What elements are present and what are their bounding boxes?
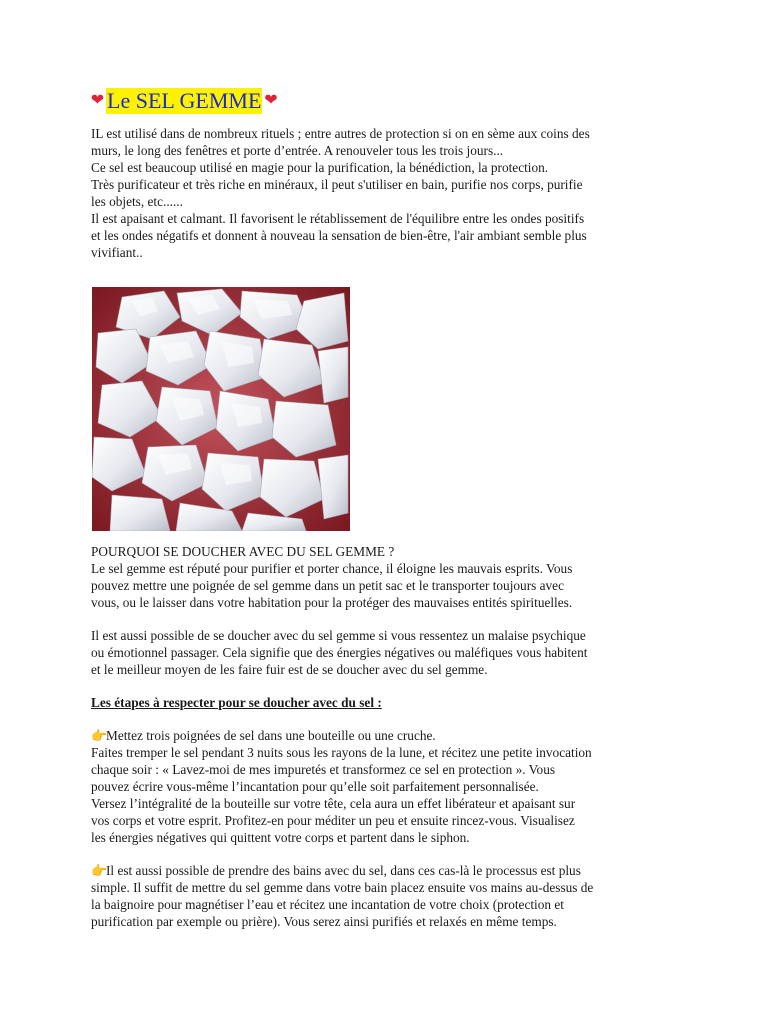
- text-line: murs, le long des fenêtres et porte d’entrée. A renouveler tous les trois jours...: [91, 143, 504, 158]
- step-text: Il est aussi possible de prendre des bains avec du sel, dans ces cas-là le processus est plus: [106, 863, 581, 878]
- text-line: vous, ou le laisser dans votre habitation pour la protéger des mauvaises entités spirituelles.: [91, 595, 573, 610]
- heart-icon-right: ❤: [264, 92, 278, 109]
- text-line: Versez l’intégralité de la bouteille sur votre tête, cela aura un effet libérateur et apaisant sur: [91, 796, 576, 811]
- text-line: et le meilleur moyen de les faire fuir est de se doucher avec du sel gemme.: [91, 662, 488, 677]
- pointing-hand-icon: 👉: [91, 863, 108, 878]
- page-title: [89, 86, 279, 116]
- text-line: [91, 862, 711, 879]
- text-line: les objets, etc......: [91, 194, 183, 209]
- text-line: Faites tremper le sel pendant 3 nuits sous les rayons de la lune, et récitez une petite invocation: [91, 745, 592, 760]
- steps-heading: Les étapes à respecter pour se doucher avec du sel :: [91, 695, 382, 710]
- salt-crystals-photo: [92, 287, 350, 531]
- title-text: Le SEL GEMME: [107, 88, 262, 113]
- text-line: vos corps et votre esprit. Profitez-en pour méditer un peu et ensuite rincez-vous. Visualisez: [91, 813, 575, 828]
- text-line: et les ondes négatifs et donnent à nouveau la sensation de bien-être, l'air ambiant semble plus: [91, 228, 587, 243]
- text-line: Très purificateur et très riche en minéraux, il peut s'utiliser en bain, purifie nos corps, purifie: [91, 177, 583, 192]
- why-section: [91, 543, 711, 611]
- steps-paragraph-2: [91, 862, 711, 930]
- text-line: pouvez écrire vous-même l’incantation pour qu’elle soit parfaitement personnalisée.: [91, 779, 539, 794]
- text-line: les énergies négatives qui quittent votre corps et partent dans le siphon.: [91, 830, 470, 845]
- text-line: Ce sel est beaucoup utilisé en magie pour la purification, la bénédiction, la protection.: [91, 160, 549, 175]
- text-line: pouvez mettre une poignée de sel gemme dans un petit sac et le transporter toujours avec: [91, 578, 564, 593]
- intro-paragraph: [91, 125, 711, 261]
- text-line: ou émotionnel passager. Cela signifie que des énergies négatives ou maléfiques vous habitent: [91, 645, 588, 660]
- pointing-hand-icon: 👉: [91, 728, 108, 743]
- text-line: Il est aussi possible de se doucher avec du sel gemme si vous ressentez un malaise psychique: [91, 628, 586, 643]
- text-line: [91, 727, 711, 744]
- heart-icon-left: ❤: [90, 92, 105, 109]
- text-line: vivifiant..: [91, 245, 143, 260]
- text-line: Il est apaisant et calmant. Il favorisent le rétablissement de l'équilibre entre les ondes positifs: [91, 211, 585, 226]
- steps-paragraph-1: [91, 727, 711, 846]
- section-heading: POURQUOI SE DOUCHER AVEC DU SEL GEMME ?: [91, 544, 395, 559]
- step-text: Mettez trois poignées de sel dans une bouteille ou une cruche.: [106, 728, 436, 743]
- text-line: purification par exemple ou prière). Vous serez ainsi purifiés et relaxés en même temps.: [91, 914, 557, 929]
- text-line: simple. Il suffit de mettre du sel gemme dans votre bain placez ensuite vos mains au-dessus de: [91, 880, 594, 895]
- text-line: chaque soir : « Lavez-moi de mes impuretés et transformez ce sel en protection ». Vous: [91, 762, 556, 777]
- text-line: Le sel gemme est réputé pour purifier et porter chance, il éloigne les mauvais esprits. Vous: [91, 561, 573, 576]
- text-line: IL est utilisé dans de nombreux rituels ; entre autres de protection si on en sème aux coins des: [91, 126, 590, 141]
- text-line: la baignoire pour magnétiser l’eau et récitez une incantation de votre choix (protection et: [91, 897, 564, 912]
- extra-paragraph: [91, 627, 711, 678]
